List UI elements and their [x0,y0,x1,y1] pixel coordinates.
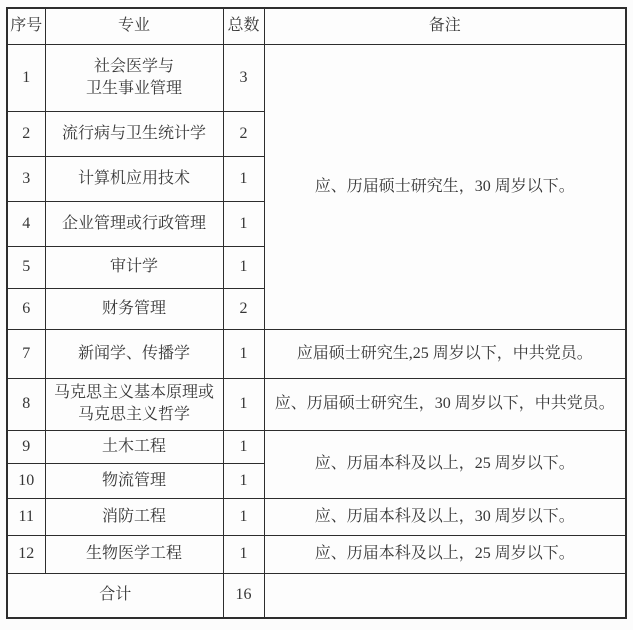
major-cell [45,111,223,156]
remark-cell-row-11: 应、历届本科及以上，30 周岁以下。 [264,498,626,535]
table-row [7,329,626,378]
row-number: 6 [7,288,45,329]
major-line-1: 企业管理或行政管理 [61,214,206,232]
remark-cell-rows-9-10: 应、历届本科及以上，25 周岁以下。 [264,430,626,498]
major-line-2: 卫生事业管理 [85,79,182,97]
total-cell: 1 [223,498,264,535]
table-row [7,535,626,573]
major-line-1: 流行病与卫生统计学 [61,124,206,142]
row-number: 12 [7,535,45,573]
header-cell-remark: 备注 [264,8,626,44]
major-line-1: 生物医学工程 [85,545,182,563]
major-cell [45,329,223,378]
row-number: 8 [7,378,45,430]
total-cell: 3 [223,44,264,111]
row-number: 2 [7,111,45,156]
major-cell [45,288,223,329]
total-cell: 1 [223,329,264,378]
table-footer-row [7,573,626,618]
major-cell [45,430,223,463]
row-number: 11 [7,498,45,535]
major-line-1: 土木工程 [101,437,166,455]
major-line-1: 消防工程 [101,507,166,525]
major-line-1: 新闻学、传播学 [77,344,190,362]
remark-cell-row-12: 应、历届本科及以上，25 周岁以下。 [264,535,626,573]
total-cell: 2 [223,111,264,156]
total-cell: 1 [223,535,264,573]
major-line-1: 财务管理 [101,299,166,317]
major-cell [45,498,223,535]
total-cell: 1 [223,463,264,498]
major-cell [45,201,223,246]
total-cell: 1 [223,246,264,288]
remark-cell-row-8: 应、历届硕士研究生，30 周岁以下，中共党员。 [264,378,626,430]
total-cell: 1 [223,378,264,430]
header-cell-major: 专业 [45,8,223,44]
footer-remark-cell [264,573,626,618]
major-line-1: 社会医学与 [93,57,174,75]
major-cell [45,535,223,573]
major-line-1: 马克思主义基本原理或 [53,384,214,402]
major-cell [45,246,223,288]
footer-total-label: 合计 [7,573,223,618]
row-number: 3 [7,156,45,201]
footer-total-value: 16 [223,573,264,618]
total-cell: 1 [223,201,264,246]
row-number: 10 [7,463,45,498]
major-line-1: 审计学 [109,258,158,276]
table-row [7,498,626,535]
table-row [7,44,626,111]
table-row [7,378,626,430]
table-header-row [7,8,626,44]
recruitment-table [6,7,627,619]
header-cell-no: 序号 [7,8,45,44]
remark-cell-row-7: 应届硕士研究生,25 周岁以下，中共党员。 [264,329,626,378]
major-cell [45,44,223,111]
row-number: 5 [7,246,45,288]
major-line-1: 物流管理 [101,471,166,489]
row-number: 9 [7,430,45,463]
total-cell: 1 [223,430,264,463]
header-cell-total: 总数 [223,8,264,44]
major-cell [45,463,223,498]
major-cell [45,156,223,201]
major-line-1: 计算机应用技术 [77,169,190,187]
major-line-2: 马克思主义哲学 [77,406,190,423]
total-cell: 1 [223,156,264,201]
total-cell: 2 [223,288,264,329]
remark-cell-rows-1-6: 应、历届硕士研究生，30 周岁以下。 [264,44,626,329]
row-number: 7 [7,329,45,378]
row-number: 4 [7,201,45,246]
table-row [7,430,626,463]
major-cell [45,378,223,430]
row-number: 1 [7,44,45,111]
